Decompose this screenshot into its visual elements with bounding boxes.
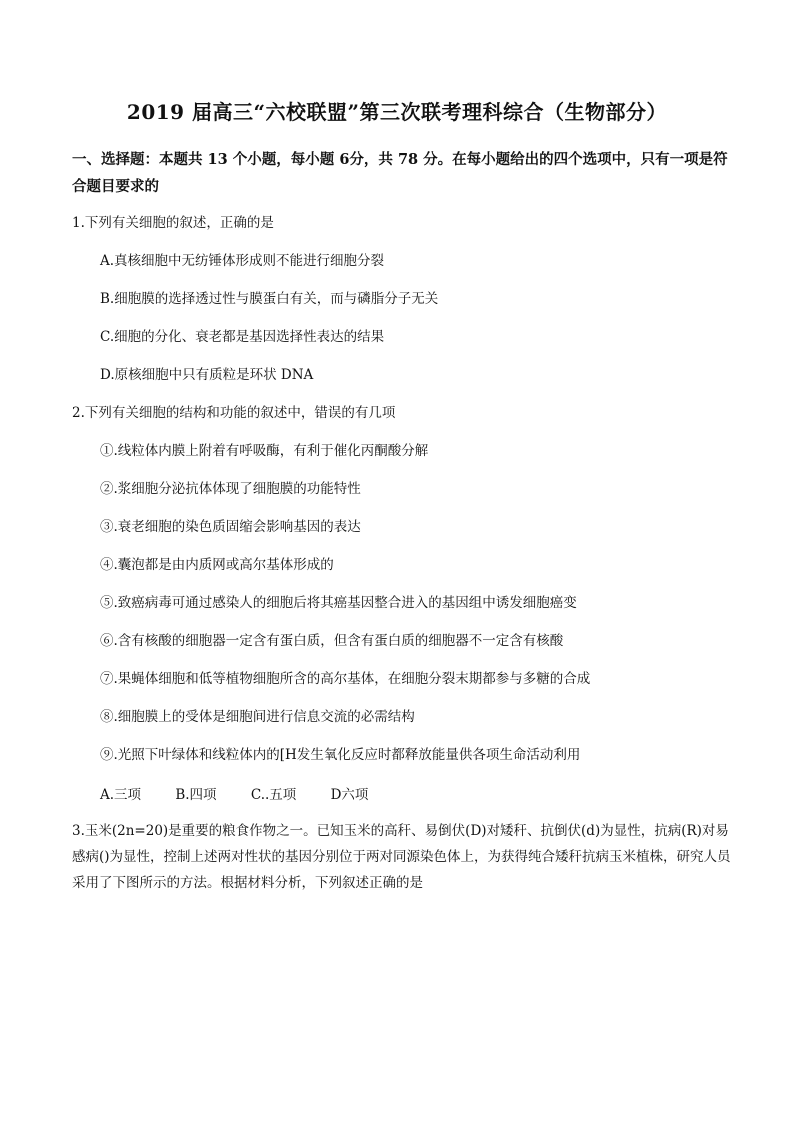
question-2-answer-b: B.四项 xyxy=(175,787,217,803)
question-1-option-a: A.真核细胞中无纺锤体形成则不能进行细胞分裂 xyxy=(100,253,385,269)
question-2-statement-1: ①.线粒体内膜上附着有呼吸酶，有利于催化丙酮酸分解 xyxy=(100,443,429,459)
question-1-stem: 1.下列有关细胞的叙述，正确的是 xyxy=(72,215,274,231)
question-2-statement-2: ②.浆细胞分泌抗体体现了细胞膜的功能特性 xyxy=(100,481,361,497)
question-2-statement-3: ③.衰老细胞的染色质固缩会影响基因的表达 xyxy=(100,519,361,535)
question-2-statement-9: ⑨.光照下叶绿体和线粒体内的[H发生氧化反应时都释放能量供各项生命活动利用 xyxy=(100,747,581,763)
question-1-option-d: D.原核细胞中只有质粒是环状 DNA xyxy=(100,367,314,383)
question-3-stem: 3.玉米(2n=20)是重要的粮食作物之一。已知玉米的高秆、易倒伏(D)对矮秆、抗倒伏(d)为显性，抗病(R)对易感病()为显性，控制上述两对性状的基因分别位于两对同源染色体上，为获得纯合矮秆抗病玉米植株，研究人员采用了下图所示的方法。根据材料分析，下列叙述正确的是 xyxy=(72,823,731,891)
question-2-statement-7: ⑦.果蝇体细胞和低等植物细胞所含的高尔基体，在细胞分裂末期都参与多糖的合成 xyxy=(100,671,591,687)
question-2-stem: 2.下列有关细胞的结构和功能的叙述中，错误的有几项 xyxy=(72,405,396,421)
question-2-statement-5: ⑤.致癌病毒可通过感染人的细胞后将其癌基因整合进入的基因组中诱发细胞癌变 xyxy=(100,595,577,611)
question-2-statement-8: ⑧.细胞膜上的受体是细胞间进行信息交流的必需结构 xyxy=(100,709,415,725)
page-title: 2019 届高三“六校联盟”第三次联考理科综合（生物部分） xyxy=(126,100,668,124)
question-2-statement-4: ④.囊泡都是由内质网或高尔基体形成的 xyxy=(100,557,334,573)
question-2-answer-a: A.三项 xyxy=(100,787,142,803)
question-2-answer-choices xyxy=(100,783,398,803)
question-2-answer-d: D六项 xyxy=(330,787,369,803)
question-1-option-c: C.细胞的分化、衰老都是基因选择性表达的结果 xyxy=(100,329,385,345)
question-2-answer-c: C..五项 xyxy=(250,787,297,803)
question-1-option-b: B.细胞膜的选择透过性与膜蛋白有关，而与磷脂分子无关 xyxy=(100,291,439,307)
section-heading: 一、选择题：本题共 13 个小题，每小题 6分，共 78 分。在每小题给出的四个选项中，只有一项是符合题目要求的 xyxy=(72,151,728,195)
question-2-statement-6: ⑥.含有核酸的细胞器一定含有蛋白质，但含有蛋白质的细胞器不一定含有核酸 xyxy=(100,633,564,649)
